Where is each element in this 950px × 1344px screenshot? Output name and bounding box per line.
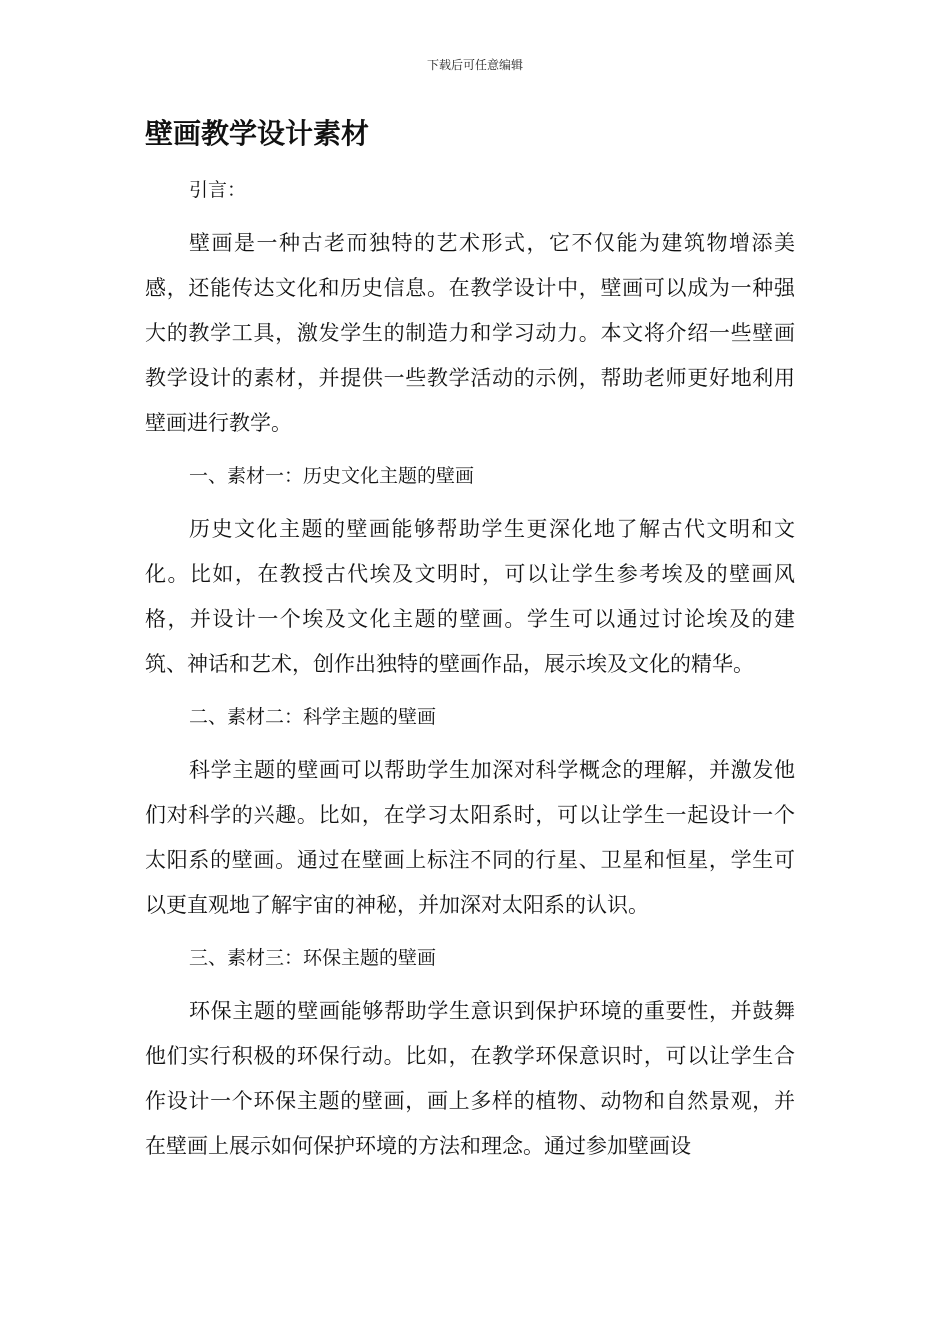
- section-heading-1: 一、素材一：历史文化主题的壁画: [189, 465, 475, 487]
- intro-label: 引言：: [189, 179, 247, 201]
- section-heading-3: 三、素材三：环保主题的壁画: [189, 947, 437, 969]
- section-paragraph-1: 历史文化主题的壁画能够帮助学生更深化地了解古代文明和文化。比如，在教授古代埃及文明时，可以让学生参考埃及的壁画风格，并设计一个埃及文化主题的壁画。学生可以通过讨论埃及的建筑、神话和艺术，创作出独特的壁画作品，展示埃及文化的精华。: [145, 517, 795, 676]
- section-paragraph-3: 环保主题的壁画能够帮助学生意识到保护环境的重要性，并鼓舞他们实行积极的环保行动。比如，在教学环保意识时，可以让学生合作设计一个环保主题的壁画，画上多样的植物、动物和自然景观，并在壁画上展示如何保护环境的方法和理念。通过参加壁画设: [145, 999, 795, 1158]
- document-title: 壁画教学设计素材: [145, 117, 370, 150]
- intro-paragraph: 壁画是一种古老而独特的艺术形式，它不仅能为建筑物增添美感，还能传达文化和历史信息。在教学设计中，壁画可以成为一种强大的教学工具，激发学生的制造力和学习动力。本文将介绍一些壁画教学设计的素材，并提供一些教学活动的示例，帮助老师更好地利用壁画进行教学。: [145, 231, 795, 435]
- section-heading-2: 二、素材二：科学主题的壁画: [189, 706, 437, 728]
- document-body: [145, 168, 795, 1169]
- section-paragraph-2: 科学主题的壁画可以帮助学生加深对科学概念的理解，并激发他们对科学的兴趣。比如，在学习太阳系时，可以让学生一起设计一个太阳系的壁画。通过在壁画上标注不同的行星、卫星和恒星，学生可以更直观地了解宇宙的神秘，并加深对太阳系的认识。: [145, 758, 795, 917]
- header-note: 下载后可任意编辑: [426, 58, 523, 72]
